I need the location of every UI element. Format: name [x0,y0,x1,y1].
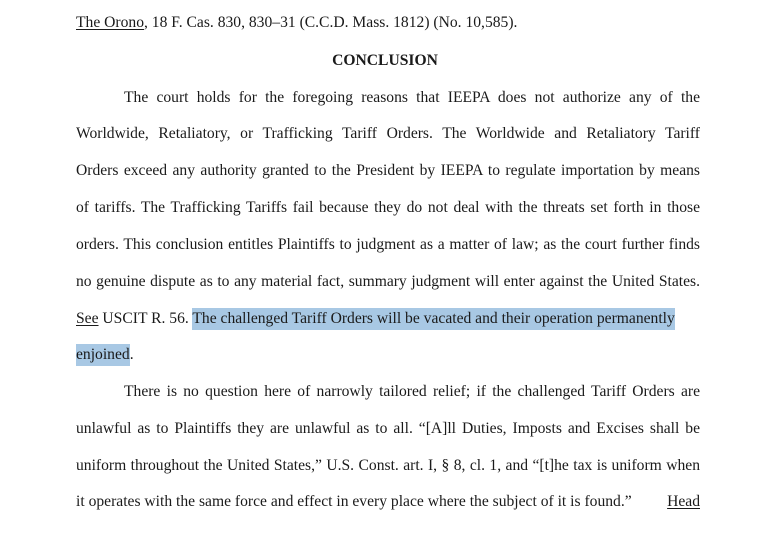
rule-citation: USCIT R. 56. [98,310,193,327]
paragraph2-last-line [76,492,700,512]
paragraph2-line: There is no question here of narrowly tailored relief; if the challenged Tariff Orders are [124,383,700,400]
paragraph1-line: orders. This conclusion entitles Plaintiffs to judgment as a matter of law; as the court further finds [76,236,700,253]
case-link-head[interactable]: Head [667,493,700,510]
paragraph2-line: unlawful as to Plaintiffs they are unlawful as to all. “[A]ll Duties, Imposts and Excises shall be [76,420,700,437]
paragraph1-line: The court holds for the foregoing reasons that IEEPA does not authorize any of the [124,89,700,106]
paragraph2-line: uniform throughout the United States,” U.S. Const. art. I, § 8, cl. 1, and “[t]he tax is uniform when [76,457,700,474]
highlighted-text-continued[interactable]: enjoined [76,344,130,366]
paragraph2-text: it operates with the same force and effect in every place where the subject of it is found.” [76,493,632,510]
citation-text: , 18 F. Cas. 830, 830–31 (C.C.D. Mass. 1812) (No. 10,585). [144,14,518,31]
paragraph1-line: Orders exceed any authority granted to the President by IEEPA to regulate importation by means [76,162,700,179]
paragraph1-last-line [76,345,700,365]
case-name[interactable]: The Orono [76,14,144,31]
citation-line [76,13,700,33]
see-signal: See [76,310,99,327]
end-period: . [129,346,134,363]
paragraph1-line: Worldwide, Retaliatory, or Trafficking Tariff Orders. The Worldwide and Retaliatory Tariff [76,125,700,142]
highlighted-text[interactable]: The challenged Tariff Orders will be vacated and their operation permanently [192,308,674,330]
paragraph1-line: no genuine dispute as to any material fact, summary judgment will enter against the United States. [76,273,700,290]
section-heading: CONCLUSION [332,52,438,69]
paragraph1-line-highlight [76,309,700,329]
paragraph1-line: of tariffs. The Trafficking Tariffs fail because they do not deal with the threats set forth in those [76,199,700,216]
